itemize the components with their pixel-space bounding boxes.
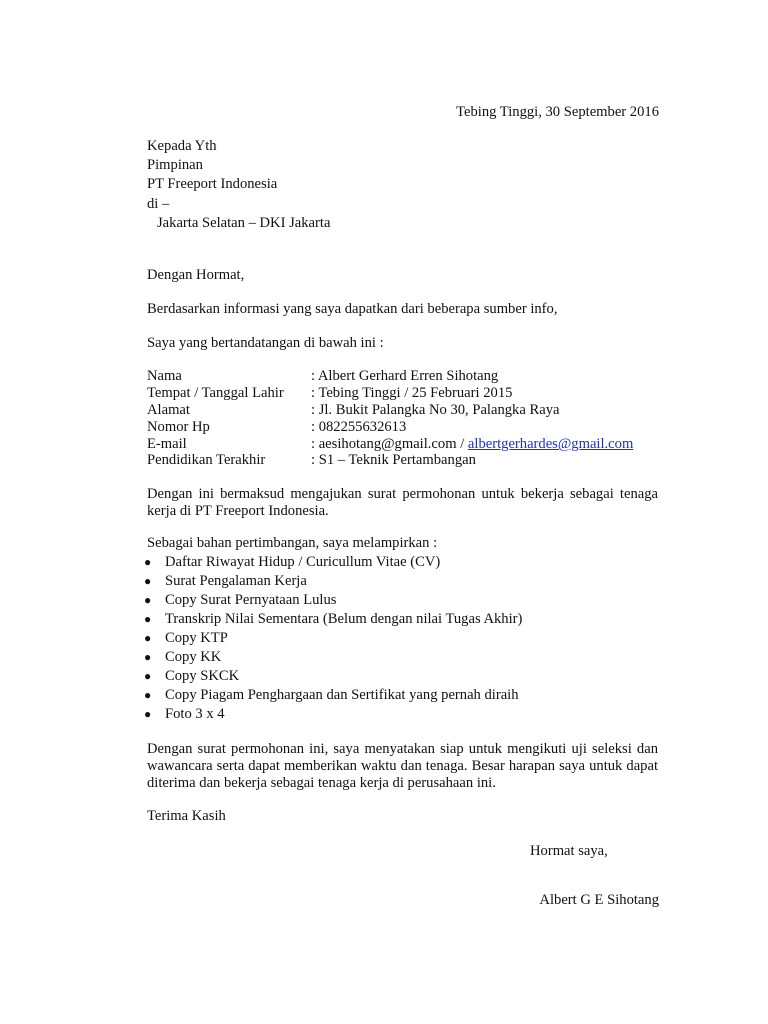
field-value-name: : Albert Gerhard Erren Sihotang — [311, 368, 499, 384]
field-label-phone: Nomor Hp — [147, 419, 210, 435]
field-label-education: Pendidikan Terakhir — [147, 452, 266, 468]
bullet-icon: ● — [144, 612, 152, 626]
purpose-paragraph: Dengan ini bermaksud mengajukan surat permohonan untuk bekerja sebagai tenaga kerja di PT Freeport Indonesia. — [147, 486, 658, 519]
bullet-icon: ● — [144, 593, 152, 607]
thanks-text: Terima Kasih — [147, 808, 226, 824]
attachment-item: ● Copy Surat Pernyataan Lulus — [144, 592, 337, 608]
field-label-address: Alamat — [147, 402, 190, 418]
field-value-birth: : Tebing Tinggi / 25 Februari 2015 — [311, 385, 513, 401]
bullet-icon: ● — [144, 555, 152, 569]
signatory-intro: Saya yang bertandatangan di bawah ini : — [147, 335, 384, 351]
field-value-email — [311, 436, 633, 453]
bullet-icon: ● — [144, 631, 152, 645]
attachment-item: ● Foto 3 x 4 — [144, 706, 225, 722]
field-label-name: Nama — [147, 368, 182, 384]
closing-paragraph: Dengan surat permohonan ini, saya menyatakan siap untuk mengikuti uji seleksi dan wawancara serta dapat memberikan waktu dan tenaga. Besar harapan saya untuk dapat diterima dan bekerja sebagai tenaga kerja di perusahaan ini. — [147, 741, 658, 791]
intro-text: Berdasarkan informasi yang saya dapatkan dari beberapa sumber info, — [147, 301, 558, 317]
recipient-line-1: Kepada Yth — [147, 138, 217, 154]
attachment-item: ● Daftar Riwayat Hidup / Curicullum Vitae (CV) — [144, 554, 441, 570]
attachment-item: ● Copy Piagam Penghargaan dan Sertifikat yang pernah diraih — [144, 687, 519, 703]
bullet-icon: ● — [144, 707, 152, 721]
recipient-line-5: Jakarta Selatan – DKI Jakarta — [157, 215, 331, 231]
bullet-icon: ● — [144, 650, 152, 664]
field-value-phone: : 082255632613 — [311, 419, 407, 435]
attachment-item: ● Transkrip Nilai Sementara (Belum dengan nilai Tugas Akhir) — [144, 611, 523, 627]
place-date: Tebing Tinggi, 30 September 2016 — [456, 104, 659, 120]
attachment-item: ● Copy SKCK — [144, 668, 240, 684]
greeting: Dengan Hormat, — [147, 267, 245, 283]
recipient-line-2: Pimpinan — [147, 157, 203, 173]
bullet-icon: ● — [144, 669, 152, 683]
field-value-education: : S1 – Teknik Pertambangan — [311, 452, 476, 468]
attachments-list — [144, 553, 667, 724]
recipient-line-4: di – — [147, 196, 170, 212]
attachment-item: ● Copy KTP — [144, 630, 228, 646]
email-link[interactable]: albertgerhardes@gmail.com — [467, 436, 634, 452]
field-label-birth: Tempat / Tanggal Lahir — [147, 385, 284, 401]
field-label-email: E-mail — [147, 436, 187, 452]
email-primary: : aesihotang@gmail.com / — [311, 436, 468, 452]
recipient-line-3: PT Freeport Indonesia — [147, 176, 278, 192]
bullet-icon: ● — [144, 688, 152, 702]
field-value-address: : Jl. Bukit Palangka No 30, Palangka Raya — [311, 402, 560, 418]
attachment-item: ● Surat Pengalaman Kerja — [144, 573, 307, 589]
signature-name: Albert G E Sihotang — [539, 892, 659, 908]
bullet-icon: ● — [144, 574, 152, 588]
regards-text: Hormat saya, — [530, 843, 608, 859]
attachments-intro: Sebagai bahan pertimbangan, saya melampirkan : — [147, 535, 438, 551]
attachment-item: ● Copy KK — [144, 649, 222, 665]
